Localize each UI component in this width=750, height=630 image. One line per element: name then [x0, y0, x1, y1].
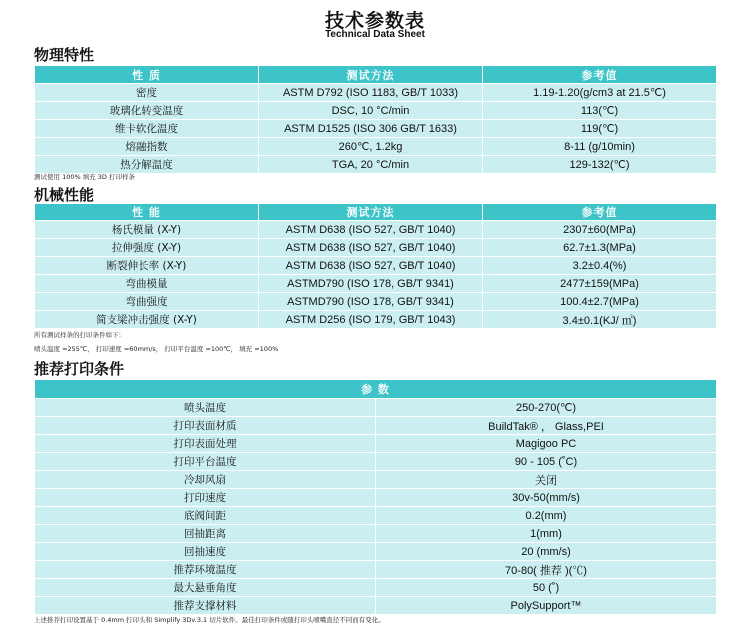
table-cell: 玻璃化转变温度: [35, 102, 259, 120]
physical-properties-table: [34, 65, 717, 174]
table-cell: 30v-50(mm/s): [376, 489, 717, 507]
table-header-row: [35, 380, 717, 399]
table-cell: PolySupport™: [376, 597, 717, 615]
table-row: [35, 579, 717, 597]
table-row: [35, 435, 717, 453]
table-row: [35, 257, 717, 275]
table-row: [35, 399, 717, 417]
table-cell: ASTM D638 (ISO 527, GB/T 1040): [259, 257, 483, 275]
table-cell: 1(mm): [376, 525, 717, 543]
table-row: [35, 561, 717, 579]
column-header-method: 测试方法: [259, 204, 483, 221]
table-cell: 回抽速度: [35, 543, 376, 561]
table-row: [35, 489, 717, 507]
table-cell: 断裂伸长率 (X-Y): [35, 257, 259, 275]
table-cell: TGA, 20 °C/min: [259, 156, 483, 174]
table-cell: 弯曲强度: [35, 293, 259, 311]
section-heading-printing: 推荐打印条件: [34, 360, 125, 378]
table-cell: ASTM D792 (ISO 1183, GB/T 1033): [259, 84, 483, 102]
table-cell: 50 (˚): [376, 579, 717, 597]
table-cell: 20 (mm/s): [376, 543, 717, 561]
column-header-parameters: 参 数: [35, 380, 717, 399]
table-cell: 2307±60(MPa): [483, 221, 717, 239]
table-cell: 维卡软化温度: [35, 120, 259, 138]
column-header-value: 参考值: [483, 66, 717, 84]
table-row: [35, 239, 717, 257]
table-row: [35, 275, 717, 293]
table-cell: 119(℃): [483, 120, 717, 138]
section-heading-physical: 物理特性: [34, 46, 95, 64]
table-row: [35, 525, 717, 543]
column-header-property: 性 质: [35, 66, 259, 84]
table-cell: 70-80( 推荐 )(℃): [376, 561, 717, 579]
table-cell: 密度: [35, 84, 259, 102]
table-row: [35, 120, 717, 138]
table-row: [35, 507, 717, 525]
table-cell: ASTM D638 (ISO 527, GB/T 1040): [259, 239, 483, 257]
printing-conditions-table: [34, 379, 717, 615]
table-row: [35, 102, 717, 120]
table-cell: 打印平台温度: [35, 453, 376, 471]
table-row: [35, 417, 717, 435]
mechanical-properties-table: [34, 203, 717, 329]
table-cell: 2477±159(MPa): [483, 275, 717, 293]
table-row: [35, 543, 717, 561]
physical-note: 测试使用 100% 填充 3D 打印样条: [34, 173, 135, 181]
column-header-value: 参考值: [483, 204, 717, 221]
table-cell: 打印速度: [35, 489, 376, 507]
table-cell: 推荐支撑材料: [35, 597, 376, 615]
table-cell: 250-270(℃): [376, 399, 717, 417]
table-header-row: [35, 204, 717, 221]
table-cell: ASTMD790 (ISO 178, GB/T 9341): [259, 275, 483, 293]
page-subtitle: Technical Data Sheet: [325, 29, 425, 40]
section-heading-mechanical: 机械性能: [34, 186, 95, 204]
table-row: [35, 138, 717, 156]
table-cell: ASTM D638 (ISO 527, GB/T 1040): [259, 221, 483, 239]
table-row: [35, 221, 717, 239]
mechanical-note-settings: 喷头温度 =255℃， 打印速度 =60mm/s， 打印平台温度 =100℃， 填充 =100%: [34, 345, 279, 353]
page-title: 技术参数表: [324, 10, 425, 32]
table-cell: 熔融指数: [35, 138, 259, 156]
table-cell: DSC, 10 °C/min: [259, 102, 483, 120]
table-cell: 关闭: [376, 471, 717, 489]
table-cell: 3.4±0.1(KJ/ ㎡): [483, 311, 717, 329]
table-cell: BuildTak® ， Glass,PEI: [376, 417, 717, 435]
table-row: [35, 293, 717, 311]
table-row: [35, 597, 717, 615]
column-header-property: 性 能: [35, 204, 259, 221]
table-cell: 260℃, 1.2kg: [259, 138, 483, 156]
table-row: [35, 471, 717, 489]
table-cell: 打印表面处理: [35, 435, 376, 453]
table-cell: 最大悬垂角度: [35, 579, 376, 597]
table-cell: 热分解温度: [35, 156, 259, 174]
table-cell: 拉伸强度 (X-Y): [35, 239, 259, 257]
column-header-method: 测试方法: [259, 66, 483, 84]
printing-note: 上述推荐打印设置基于 0.4mm 打印头和 Simplify 3Dv.3.1 切片软件。最佳打印条件或随打印头喷嘴直径不同而有变化。: [34, 616, 385, 624]
table-cell: 打印表面材质: [35, 417, 376, 435]
table-cell: ASTMD790 (ISO 178, GB/T 9341): [259, 293, 483, 311]
table-cell: 129-132(℃): [483, 156, 717, 174]
table-cell: 底阀间距: [35, 507, 376, 525]
table-row: [35, 156, 717, 174]
table-cell: ASTM D1525 (ISO 306 GB/T 1633): [259, 120, 483, 138]
table-cell: 90 - 105 (˚C): [376, 453, 717, 471]
table-cell: 冷却风扇: [35, 471, 376, 489]
table-cell: Magigoo PC: [376, 435, 717, 453]
table-cell: 喷头温度: [35, 399, 376, 417]
table-cell: 8-11 (g/10min): [483, 138, 717, 156]
table-cell: 弯曲模量: [35, 275, 259, 293]
table-cell: 推荐环境温度: [35, 561, 376, 579]
table-cell: 113(℃): [483, 102, 717, 120]
table-cell: 1.19-1.20(g/cm3 at 21.5℃): [483, 84, 717, 102]
table-cell: 0.2(mm): [376, 507, 717, 525]
table-cell: ASTM D256 (ISO 179, GB/T 1043): [259, 311, 483, 329]
table-row: [35, 84, 717, 102]
mechanical-note-conditions: 所有测试样条的打印条件如下：: [34, 331, 125, 339]
table-cell: 3.2±0.4(%): [483, 257, 717, 275]
table-cell: 62.7±1.3(MPa): [483, 239, 717, 257]
table-cell: 杨氏模量 (X-Y): [35, 221, 259, 239]
table-row: [35, 453, 717, 471]
table-row: [35, 311, 717, 329]
table-cell: 简支梁冲击强度 (X-Y): [35, 311, 259, 329]
table-cell: 100.4±2.7(MPa): [483, 293, 717, 311]
table-cell: 回抽距离: [35, 525, 376, 543]
table-header-row: [35, 66, 717, 84]
